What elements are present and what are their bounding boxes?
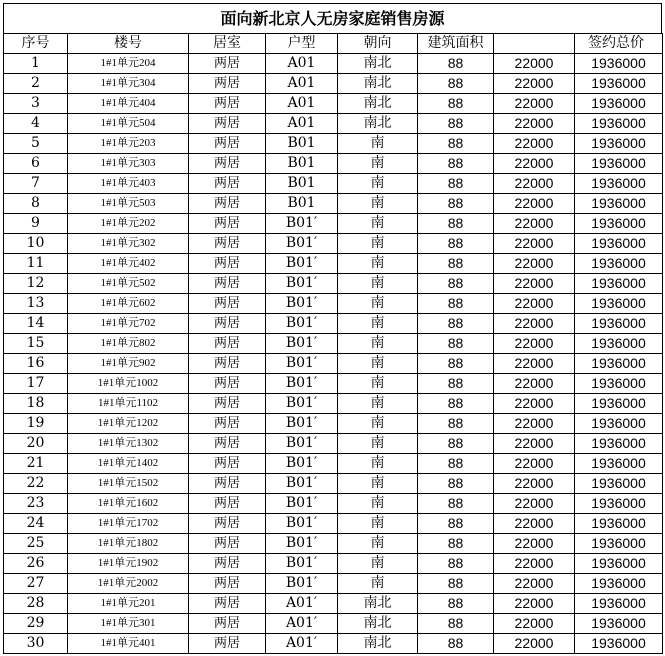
- cell-unit-price[interactable]: 22000: [494, 434, 575, 454]
- cell-unit-type[interactable]: B01′: [266, 574, 338, 594]
- cell-area[interactable]: 88: [418, 554, 494, 574]
- cell-index[interactable]: 17: [4, 374, 68, 394]
- cell-building[interactable]: 1#1单元2002: [68, 574, 189, 594]
- table-row: [4, 394, 663, 414]
- cell-rooms[interactable]: 两居: [189, 454, 266, 474]
- cell-unit-type[interactable]: B01: [266, 174, 338, 194]
- cell-rooms[interactable]: 两居: [189, 194, 266, 214]
- cell-orientation[interactable]: 南: [338, 474, 418, 494]
- table-row: [4, 634, 663, 654]
- table-row: [4, 174, 663, 194]
- header-total-price[interactable]: 签约总价: [575, 34, 663, 54]
- cell-rooms[interactable]: 两居: [189, 514, 266, 534]
- cell-rooms[interactable]: 两居: [189, 334, 266, 354]
- cell-rooms[interactable]: 两居: [189, 314, 266, 334]
- cell-unit-type[interactable]: B01: [266, 154, 338, 174]
- cell-unit-price[interactable]: 22000: [494, 94, 575, 114]
- cell-index[interactable]: 30: [4, 634, 68, 654]
- table-row: [4, 354, 663, 374]
- cell-area[interactable]: 88: [418, 614, 494, 634]
- table-row: [4, 274, 663, 294]
- cell-index[interactable]: 26: [4, 554, 68, 574]
- cell-area[interactable]: 88: [418, 114, 494, 134]
- cell-orientation[interactable]: 南: [338, 554, 418, 574]
- cell-total-price[interactable]: 1936000: [575, 594, 663, 614]
- cell-total-price[interactable]: 1936000: [575, 254, 663, 274]
- cell-unit-type[interactable]: B01′: [266, 554, 338, 574]
- cell-unit-price[interactable]: 22000: [494, 454, 575, 474]
- cell-unit-type[interactable]: B01′: [266, 314, 338, 334]
- cell-building[interactable]: 1#1单元1702: [68, 514, 189, 534]
- cell-index[interactable]: 2: [4, 74, 68, 94]
- table-row: [4, 234, 663, 254]
- table-row: [4, 434, 663, 454]
- table-row: [4, 314, 663, 334]
- table-row: [4, 334, 663, 354]
- cell-orientation[interactable]: 南: [338, 434, 418, 454]
- cell-rooms[interactable]: 两居: [189, 254, 266, 274]
- cell-index[interactable]: 11: [4, 254, 68, 274]
- cell-area[interactable]: 88: [418, 154, 494, 174]
- cell-index[interactable]: 28: [4, 594, 68, 614]
- cell-building[interactable]: 1#1单元1602: [68, 494, 189, 514]
- cell-building[interactable]: 1#1单元302: [68, 234, 189, 254]
- cell-area[interactable]: 88: [418, 54, 494, 74]
- cell-index[interactable]: 24: [4, 514, 68, 534]
- cell-index[interactable]: 16: [4, 354, 68, 374]
- table-row: [4, 194, 663, 214]
- cell-orientation[interactable]: 南北: [338, 114, 418, 134]
- cell-unit-type[interactable]: B01′: [266, 534, 338, 554]
- table-row: [4, 54, 663, 74]
- cell-building[interactable]: 1#1单元404: [68, 94, 189, 114]
- cell-rooms[interactable]: 两居: [189, 234, 266, 254]
- cell-orientation[interactable]: 南: [338, 354, 418, 374]
- cell-orientation[interactable]: 南: [338, 574, 418, 594]
- cell-total-price[interactable]: 1936000: [575, 634, 663, 654]
- cell-unit-price[interactable]: 22000: [494, 74, 575, 94]
- cell-area[interactable]: 88: [418, 274, 494, 294]
- cell-area[interactable]: 88: [418, 354, 494, 374]
- cell-unit-type[interactable]: B01′: [266, 274, 338, 294]
- cell-total-price[interactable]: 1936000: [575, 74, 663, 94]
- cell-unit-price[interactable]: 22000: [494, 354, 575, 374]
- cell-total-price[interactable]: 1936000: [575, 414, 663, 434]
- cell-rooms[interactable]: 两居: [189, 134, 266, 154]
- cell-building[interactable]: 1#1单元201: [68, 594, 189, 614]
- cell-unit-type[interactable]: B01′: [266, 294, 338, 314]
- cell-orientation[interactable]: 南北: [338, 54, 418, 74]
- cell-building[interactable]: 1#1单元1202: [68, 414, 189, 434]
- cell-unit-price[interactable]: 22000: [494, 574, 575, 594]
- cell-orientation[interactable]: 南: [338, 414, 418, 434]
- cell-rooms[interactable]: 两居: [189, 214, 266, 234]
- cell-building[interactable]: 1#1单元802: [68, 334, 189, 354]
- cell-area[interactable]: 88: [418, 334, 494, 354]
- cell-area[interactable]: 88: [418, 454, 494, 474]
- cell-area[interactable]: 88: [418, 574, 494, 594]
- cell-index[interactable]: 29: [4, 614, 68, 634]
- cell-rooms[interactable]: 两居: [189, 354, 266, 374]
- spreadsheet: [3, 3, 662, 654]
- cell-rooms[interactable]: 两居: [189, 534, 266, 554]
- cell-unit-type[interactable]: B01′: [266, 214, 338, 234]
- cell-total-price[interactable]: 1936000: [575, 94, 663, 114]
- cell-index[interactable]: 18: [4, 394, 68, 414]
- cell-unit-type[interactable]: A01′: [266, 614, 338, 634]
- table-row: [4, 594, 663, 614]
- cell-building[interactable]: 1#1单元902: [68, 354, 189, 374]
- cell-unit-type[interactable]: A01: [266, 74, 338, 94]
- cell-area[interactable]: 88: [418, 434, 494, 454]
- cell-unit-price[interactable]: 22000: [494, 414, 575, 434]
- cell-orientation[interactable]: 南: [338, 314, 418, 334]
- cell-orientation[interactable]: 南北: [338, 594, 418, 614]
- cell-unit-type[interactable]: A01′: [266, 594, 338, 614]
- cell-total-price[interactable]: 1936000: [575, 214, 663, 234]
- cell-total-price[interactable]: 1936000: [575, 274, 663, 294]
- cell-rooms[interactable]: 两居: [189, 554, 266, 574]
- cell-total-price[interactable]: 1936000: [575, 554, 663, 574]
- header-index[interactable]: 序号: [4, 34, 68, 54]
- cell-index[interactable]: 1: [4, 54, 68, 74]
- cell-unit-type[interactable]: B01′: [266, 414, 338, 434]
- cell-building[interactable]: 1#1单元301: [68, 614, 189, 634]
- cell-unit-type[interactable]: B01′: [266, 494, 338, 514]
- cell-unit-price[interactable]: 22000: [494, 514, 575, 534]
- cell-orientation[interactable]: 南: [338, 334, 418, 354]
- cell-orientation[interactable]: 南: [338, 394, 418, 414]
- cell-rooms[interactable]: 两居: [189, 594, 266, 614]
- cell-building[interactable]: 1#1单元502: [68, 274, 189, 294]
- cell-unit-price[interactable]: 22000: [494, 534, 575, 554]
- cell-unit-price[interactable]: 22000: [494, 614, 575, 634]
- cell-total-price[interactable]: 1936000: [575, 394, 663, 414]
- cell-unit-price[interactable]: 22000: [494, 174, 575, 194]
- cell-unit-price[interactable]: 22000: [494, 294, 575, 314]
- table-row: [4, 474, 663, 494]
- cell-rooms[interactable]: 两居: [189, 54, 266, 74]
- cell-area[interactable]: 88: [418, 74, 494, 94]
- cell-orientation[interactable]: 南: [338, 494, 418, 514]
- table-row: [4, 534, 663, 554]
- cell-building[interactable]: 1#1单元1302: [68, 434, 189, 454]
- cell-unit-type[interactable]: A01: [266, 114, 338, 134]
- cell-building[interactable]: 1#1单元504: [68, 114, 189, 134]
- cell-area[interactable]: 88: [418, 254, 494, 274]
- cell-unit-price[interactable]: 22000: [494, 214, 575, 234]
- cell-index[interactable]: 21: [4, 454, 68, 474]
- cell-building[interactable]: 1#1单元602: [68, 294, 189, 314]
- table-row: [4, 294, 663, 314]
- cell-area[interactable]: 88: [418, 394, 494, 414]
- cell-rooms[interactable]: 两居: [189, 614, 266, 634]
- cell-area[interactable]: 88: [418, 594, 494, 614]
- header-row: [4, 34, 663, 54]
- table-row: [4, 614, 663, 634]
- table-row: [4, 494, 663, 514]
- cell-index[interactable]: 19: [4, 414, 68, 434]
- cell-rooms[interactable]: 两居: [189, 414, 266, 434]
- header-unit-price[interactable]: [494, 34, 575, 54]
- cell-orientation[interactable]: 南: [338, 214, 418, 234]
- cell-building[interactable]: 1#1单元203: [68, 134, 189, 154]
- table-row: [4, 114, 663, 134]
- cell-orientation[interactable]: 南: [338, 234, 418, 254]
- cell-orientation[interactable]: 南: [338, 514, 418, 534]
- header-rooms[interactable]: 居室: [189, 34, 266, 54]
- cell-unit-type[interactable]: B01′: [266, 234, 338, 254]
- table-row: [4, 554, 663, 574]
- cell-building[interactable]: 1#1单元304: [68, 74, 189, 94]
- cell-total-price[interactable]: 1936000: [575, 314, 663, 334]
- cell-total-price[interactable]: 1936000: [575, 234, 663, 254]
- cell-index[interactable]: 14: [4, 314, 68, 334]
- cell-index[interactable]: 22: [4, 474, 68, 494]
- cell-index[interactable]: 5: [4, 134, 68, 154]
- header-area[interactable]: 建筑面积: [418, 34, 494, 54]
- cell-rooms[interactable]: 两居: [189, 74, 266, 94]
- cell-unit-price[interactable]: 22000: [494, 634, 575, 654]
- cell-unit-price[interactable]: 22000: [494, 234, 575, 254]
- cell-rooms[interactable]: 两居: [189, 474, 266, 494]
- cell-index[interactable]: 8: [4, 194, 68, 214]
- cell-unit-type[interactable]: B01′: [266, 374, 338, 394]
- cell-orientation[interactable]: 南北: [338, 634, 418, 654]
- table-row: [4, 214, 663, 234]
- table-row: [4, 514, 663, 534]
- cell-index[interactable]: 13: [4, 294, 68, 314]
- cell-rooms[interactable]: 两居: [189, 634, 266, 654]
- cell-unit-type[interactable]: B01: [266, 134, 338, 154]
- cell-unit-type[interactable]: A01′: [266, 634, 338, 654]
- cell-unit-type[interactable]: B01′: [266, 454, 338, 474]
- cell-orientation[interactable]: 南: [338, 254, 418, 274]
- cell-unit-price[interactable]: 22000: [494, 374, 575, 394]
- cell-unit-type[interactable]: B01′: [266, 474, 338, 494]
- cell-unit-type[interactable]: A01: [266, 94, 338, 114]
- cell-unit-price[interactable]: 22000: [494, 494, 575, 514]
- cell-total-price[interactable]: 1936000: [575, 154, 663, 174]
- cell-index[interactable]: 15: [4, 334, 68, 354]
- cell-total-price[interactable]: 1936000: [575, 434, 663, 454]
- cell-rooms[interactable]: 两居: [189, 434, 266, 454]
- cell-unit-price[interactable]: 22000: [494, 194, 575, 214]
- cell-unit-price[interactable]: 22000: [494, 274, 575, 294]
- header-building[interactable]: 楼号: [68, 34, 189, 54]
- cell-rooms[interactable]: 两居: [189, 274, 266, 294]
- cell-index[interactable]: 9: [4, 214, 68, 234]
- cell-unit-type[interactable]: B01′: [266, 254, 338, 274]
- table-body: [4, 54, 663, 654]
- cell-index[interactable]: 6: [4, 154, 68, 174]
- cell-unit-price[interactable]: 22000: [494, 474, 575, 494]
- cell-unit-type[interactable]: B01′: [266, 334, 338, 354]
- sheet-title: 面向新北京人无房家庭销售房源: [3, 3, 662, 33]
- cell-building[interactable]: 1#1单元202: [68, 214, 189, 234]
- cell-unit-type[interactable]: B01: [266, 194, 338, 214]
- cell-area[interactable]: 88: [418, 494, 494, 514]
- cell-area[interactable]: 88: [418, 294, 494, 314]
- cell-orientation[interactable]: 南北: [338, 614, 418, 634]
- table-row: [4, 454, 663, 474]
- cell-orientation[interactable]: 南: [338, 174, 418, 194]
- cell-orientation[interactable]: 南: [338, 294, 418, 314]
- cell-unit-price[interactable]: 22000: [494, 334, 575, 354]
- cell-orientation[interactable]: 南: [338, 454, 418, 474]
- cell-area[interactable]: 88: [418, 314, 494, 334]
- cell-rooms[interactable]: 两居: [189, 94, 266, 114]
- cell-index[interactable]: 10: [4, 234, 68, 254]
- cell-area[interactable]: 88: [418, 214, 494, 234]
- cell-area[interactable]: 88: [418, 374, 494, 394]
- cell-rooms[interactable]: 两居: [189, 494, 266, 514]
- cell-total-price[interactable]: 1936000: [575, 174, 663, 194]
- cell-index[interactable]: 7: [4, 174, 68, 194]
- cell-rooms[interactable]: 两居: [189, 374, 266, 394]
- cell-rooms[interactable]: 两居: [189, 574, 266, 594]
- cell-unit-price[interactable]: 22000: [494, 554, 575, 574]
- cell-building[interactable]: 1#1单元1502: [68, 474, 189, 494]
- cell-unit-price[interactable]: 22000: [494, 314, 575, 334]
- header-orientation[interactable]: 朝向: [338, 34, 418, 54]
- table-row: [4, 574, 663, 594]
- cell-total-price[interactable]: 1936000: [575, 134, 663, 154]
- cell-orientation[interactable]: 南北: [338, 94, 418, 114]
- cell-index[interactable]: 3: [4, 94, 68, 114]
- cell-total-price[interactable]: 1936000: [575, 114, 663, 134]
- cell-orientation[interactable]: 南: [338, 134, 418, 154]
- cell-total-price[interactable]: 1936000: [575, 54, 663, 74]
- cell-area[interactable]: 88: [418, 534, 494, 554]
- cell-index[interactable]: 27: [4, 574, 68, 594]
- cell-total-price[interactable]: 1936000: [575, 454, 663, 474]
- cell-orientation[interactable]: 南: [338, 154, 418, 174]
- cell-area[interactable]: 88: [418, 474, 494, 494]
- cell-total-price[interactable]: 1936000: [575, 374, 663, 394]
- cell-total-price[interactable]: 1936000: [575, 534, 663, 554]
- cell-orientation[interactable]: 南北: [338, 74, 418, 94]
- cell-area[interactable]: 88: [418, 514, 494, 534]
- cell-area[interactable]: 88: [418, 194, 494, 214]
- cell-unit-type[interactable]: B01′: [266, 394, 338, 414]
- header-unit-type[interactable]: 户型: [266, 34, 338, 54]
- cell-area[interactable]: 88: [418, 134, 494, 154]
- cell-building[interactable]: 1#1单元1902: [68, 554, 189, 574]
- table-row: [4, 374, 663, 394]
- cell-building[interactable]: 1#1单元204: [68, 54, 189, 74]
- cell-area[interactable]: 88: [418, 634, 494, 654]
- cell-unit-type[interactable]: B01′: [266, 354, 338, 374]
- cell-rooms[interactable]: 两居: [189, 394, 266, 414]
- cell-total-price[interactable]: 1936000: [575, 574, 663, 594]
- cell-rooms[interactable]: 两居: [189, 294, 266, 314]
- cell-unit-price[interactable]: 22000: [494, 134, 575, 154]
- cell-area[interactable]: 88: [418, 94, 494, 114]
- cell-building[interactable]: 1#1单元503: [68, 194, 189, 214]
- cell-building[interactable]: 1#1单元702: [68, 314, 189, 334]
- cell-building[interactable]: 1#1单元1002: [68, 374, 189, 394]
- cell-building[interactable]: 1#1单元303: [68, 154, 189, 174]
- cell-unit-price[interactable]: 22000: [494, 154, 575, 174]
- cell-area[interactable]: 88: [418, 234, 494, 254]
- cell-orientation[interactable]: 南: [338, 534, 418, 554]
- table-row: [4, 154, 663, 174]
- cell-building[interactable]: 1#1单元1802: [68, 534, 189, 554]
- cell-total-price[interactable]: 1936000: [575, 294, 663, 314]
- cell-total-price[interactable]: 1936000: [575, 494, 663, 514]
- cell-orientation[interactable]: 南: [338, 374, 418, 394]
- housing-table: [3, 33, 663, 654]
- table-row: [4, 74, 663, 94]
- cell-building[interactable]: 1#1单元403: [68, 174, 189, 194]
- cell-unit-type[interactable]: B01′: [266, 514, 338, 534]
- cell-area[interactable]: 88: [418, 174, 494, 194]
- table-row: [4, 134, 663, 154]
- cell-area[interactable]: 88: [418, 414, 494, 434]
- cell-index[interactable]: 25: [4, 534, 68, 554]
- cell-building[interactable]: 1#1单元402: [68, 254, 189, 274]
- cell-total-price[interactable]: 1936000: [575, 474, 663, 494]
- cell-total-price[interactable]: 1936000: [575, 354, 663, 374]
- cell-total-price[interactable]: 1936000: [575, 614, 663, 634]
- cell-index[interactable]: 12: [4, 274, 68, 294]
- table-row: [4, 254, 663, 274]
- cell-total-price[interactable]: 1936000: [575, 194, 663, 214]
- table-row: [4, 414, 663, 434]
- cell-unit-price[interactable]: 22000: [494, 254, 575, 274]
- cell-total-price[interactable]: 1936000: [575, 514, 663, 534]
- cell-rooms[interactable]: 两居: [189, 114, 266, 134]
- cell-unit-price[interactable]: 22000: [494, 594, 575, 614]
- table-row: [4, 94, 663, 114]
- cell-rooms[interactable]: 两居: [189, 174, 266, 194]
- cell-rooms[interactable]: 两居: [189, 154, 266, 174]
- cell-index[interactable]: 20: [4, 434, 68, 454]
- cell-unit-type[interactable]: B01′: [266, 434, 338, 454]
- cell-total-price[interactable]: 1936000: [575, 334, 663, 354]
- cell-building[interactable]: 1#1单元401: [68, 634, 189, 654]
- cell-building[interactable]: 1#1单元1102: [68, 394, 189, 414]
- cell-index[interactable]: 23: [4, 494, 68, 514]
- cell-index[interactable]: 4: [4, 114, 68, 134]
- cell-unit-price[interactable]: 22000: [494, 394, 575, 414]
- cell-orientation[interactable]: 南: [338, 194, 418, 214]
- cell-unit-type[interactable]: A01: [266, 54, 338, 74]
- cell-unit-price[interactable]: 22000: [494, 114, 575, 134]
- cell-orientation[interactable]: 南: [338, 274, 418, 294]
- cell-building[interactable]: 1#1单元1402: [68, 454, 189, 474]
- cell-unit-price[interactable]: 22000: [494, 54, 575, 74]
